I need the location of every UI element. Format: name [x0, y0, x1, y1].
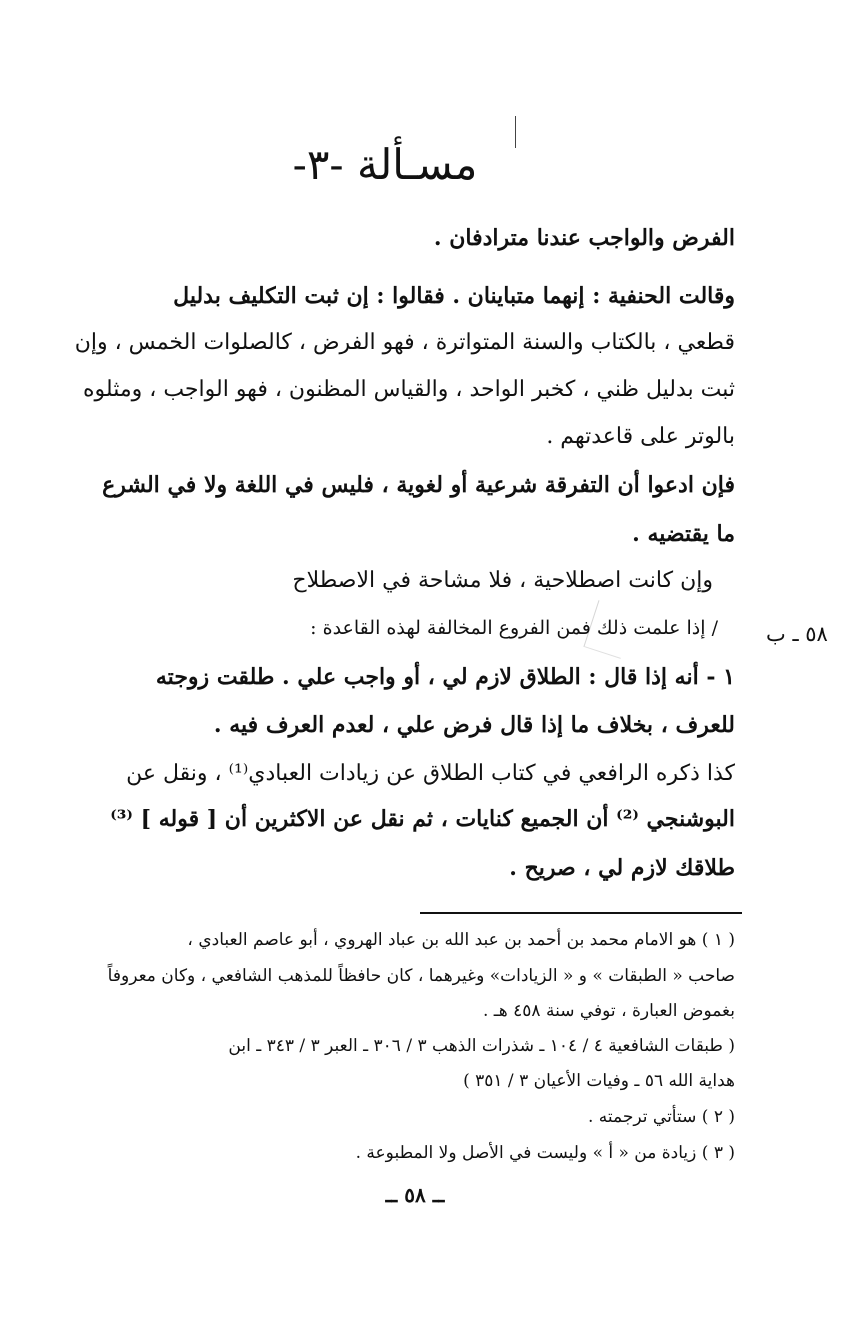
- footnote-separator: [420, 912, 742, 914]
- margin-folio-note: ٥٨ ـ ب: [766, 622, 828, 646]
- footnote-1-line-1: ( ١ ) هو الامام محمد بن أحمد بن عبد الله بن عباد الهروي ، أبو عاصم العبادي ،: [187, 930, 735, 950]
- body-line-4: ثبت بدليل ظني ، كخبر الواحد ، والقياس المظنون ، فهو الواجب ، ومثلوه: [83, 377, 735, 402]
- body-line-12: كذا ذكره الرافعي في كتاب الطلاق عن زيادات العبادي⁽¹⁾ ، ونقل عن: [126, 761, 735, 786]
- page-number: ــ ٥٨ ــ: [385, 1183, 445, 1207]
- body-line-1: الفرض والواجب عندنا مترادفان .: [433, 225, 735, 251]
- footnote-1-line-2: صاحب « الطبقات » و « الزيادات» وغيرهما ، كان حافظاً للمذهب الشافعي ، وكان معروفاً: [107, 966, 735, 986]
- footnote-2: ( ٢ ) ستأتي ترجمته .: [588, 1107, 735, 1127]
- body-line-10: ١ - أنه إذا قال : الطلاق لازم لي ، أو واجب علي . طلقت زوجته: [155, 664, 735, 690]
- body-line-9: / إذا علمت ذلك فمن الفروع المخالفة لهذه القاعدة :: [310, 617, 718, 639]
- body-line-5: بالوتر على قاعدتهم .: [546, 424, 735, 449]
- footnote-1-line-3: بغموض العبارة ، توفي سنة ٤٥٨ هـ .: [482, 1001, 735, 1021]
- footnote-3: ( ٣ ) زيادة من « أ » وليست في الأصل ولا المطبوعة .: [355, 1143, 735, 1163]
- body-line-2: وقالت الحنفية : إنهما متباينان . فقالوا : إن ثبت التكليف بدليل: [173, 283, 735, 309]
- body-line-14: طلاقك لازم لي ، صريح .: [509, 855, 735, 881]
- body-line-8: وإن كانت اصطلاحية ، فلا مشاحة في الاصطلاح: [292, 568, 713, 593]
- footnote-1-line-5: هداية الله ٥٦ ـ وفيات الأعيان ٣ / ٣٥١ ): [463, 1071, 735, 1091]
- body-line-6: فإن ادعوا أن التفرقة شرعية أو لغوية ، فليس في اللغة ولا في الشرع: [102, 472, 735, 498]
- body-line-3: قطعي ، بالكتاب والسنة المتواترة ، فهو الفرض ، كالصلوات الخمس ، وإن: [74, 330, 735, 355]
- footnote-1-line-4: ( طبقات الشافعية ٤ / ١٠٤ ـ شذرات الذهب ٣ / ٣٠٦ ـ العبر ٣ / ٣٤٣ ـ ابن: [228, 1036, 735, 1056]
- section-title: مسـألة -٣-: [292, 140, 478, 189]
- body-line-11: للعرف ، بخلاف ما إذا قال فرض علي ، لعدم العرف فيه .: [213, 712, 735, 738]
- body-line-13: البوشنجي ⁽²⁾ أن الجميع كنايات ، ثم نقل عن الاكثرين أن [ قوله ] ⁽³⁾: [110, 806, 735, 832]
- body-line-7: ما يقتضيه .: [632, 521, 735, 547]
